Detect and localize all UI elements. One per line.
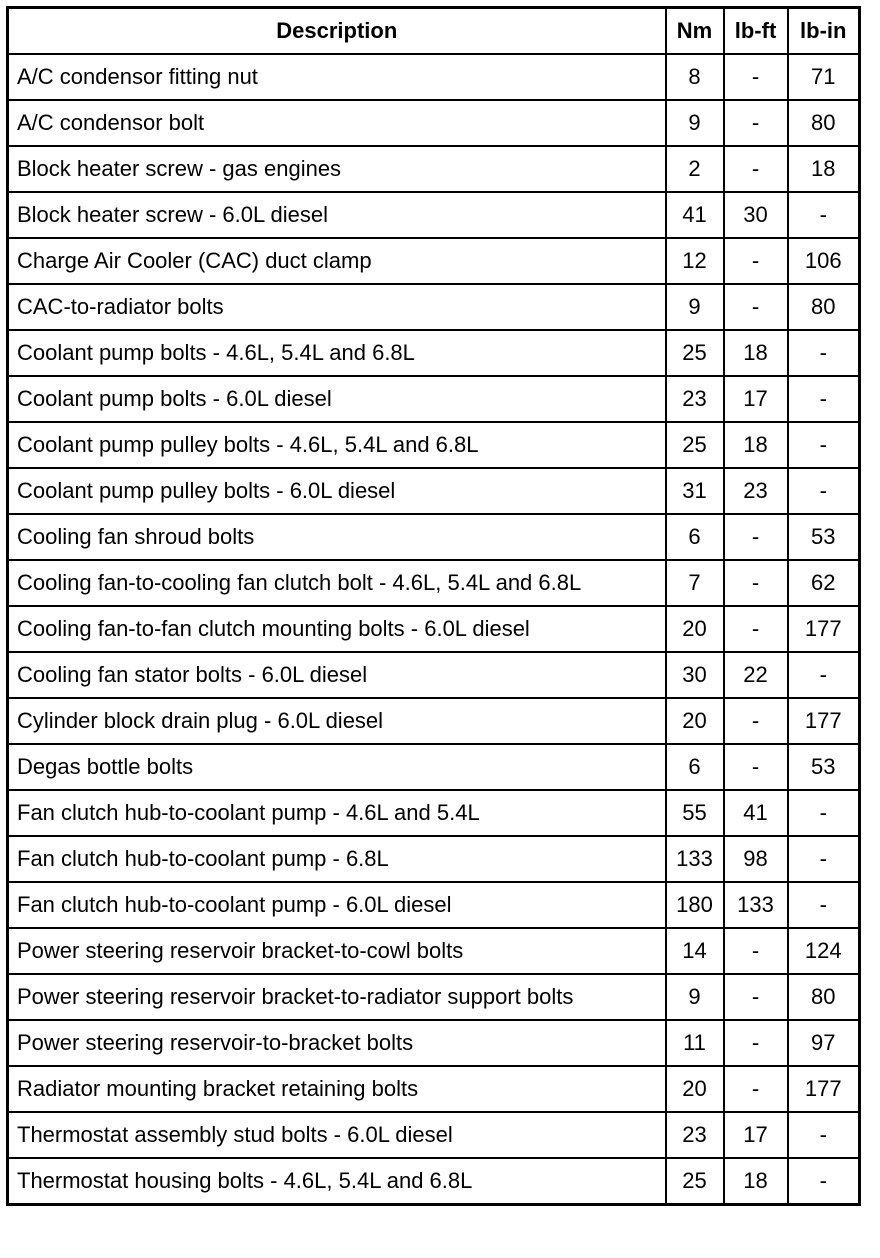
- table-row: [8, 54, 860, 100]
- cell-description: Power steering reservoir bracket-to-radiator support bolts: [8, 974, 666, 1020]
- cell-description: Power steering reservoir bracket-to-cowl bolts: [8, 928, 666, 974]
- column-header-lbin: lb-in: [788, 8, 860, 55]
- cell-lbft: 133: [724, 882, 788, 928]
- cell-lbft: -: [724, 514, 788, 560]
- cell-description: Cooling fan-to-fan clutch mounting bolts - 6.0L diesel: [8, 606, 666, 652]
- cell-lbin: 53: [788, 744, 860, 790]
- cell-description: Fan clutch hub-to-coolant pump - 6.8L: [8, 836, 666, 882]
- column-header-description: Description: [8, 8, 666, 55]
- cell-description: Radiator mounting bracket retaining bolts: [8, 1066, 666, 1112]
- cell-lbft: -: [724, 744, 788, 790]
- cell-lbft: 22: [724, 652, 788, 698]
- cell-lbft: 17: [724, 1112, 788, 1158]
- cell-lbin: 106: [788, 238, 860, 284]
- cell-lbin: 80: [788, 284, 860, 330]
- table-row: [8, 882, 860, 928]
- cell-description: Coolant pump bolts - 4.6L, 5.4L and 6.8L: [8, 330, 666, 376]
- cell-nm: 20: [666, 698, 724, 744]
- cell-description: Cooling fan-to-cooling fan clutch bolt - 4.6L, 5.4L and 6.8L: [8, 560, 666, 606]
- cell-lbft: -: [724, 284, 788, 330]
- cell-lbft: 98: [724, 836, 788, 882]
- table-row: [8, 606, 860, 652]
- cell-lbin: 71: [788, 54, 860, 100]
- cell-description: Fan clutch hub-to-coolant pump - 4.6L and 5.4L: [8, 790, 666, 836]
- cell-nm: 2: [666, 146, 724, 192]
- cell-nm: 25: [666, 1158, 724, 1205]
- table-row: [8, 1112, 860, 1158]
- cell-description: Block heater screw - 6.0L diesel: [8, 192, 666, 238]
- cell-description: Coolant pump pulley bolts - 6.0L diesel: [8, 468, 666, 514]
- cell-nm: 25: [666, 330, 724, 376]
- cell-nm: 9: [666, 974, 724, 1020]
- header-row: [8, 8, 860, 55]
- column-header-lbft: lb-ft: [724, 8, 788, 55]
- table-header: [8, 8, 860, 55]
- cell-lbft: -: [724, 1020, 788, 1066]
- cell-nm: 20: [666, 606, 724, 652]
- cell-description: Coolant pump bolts - 6.0L diesel: [8, 376, 666, 422]
- cell-description: Thermostat assembly stud bolts - 6.0L diesel: [8, 1112, 666, 1158]
- cell-lbft: -: [724, 54, 788, 100]
- torque-spec-table: [6, 6, 861, 1206]
- cell-lbft: 18: [724, 330, 788, 376]
- cell-lbin: 177: [788, 698, 860, 744]
- cell-lbin: -: [788, 1158, 860, 1205]
- cell-lbin: -: [788, 790, 860, 836]
- cell-description: A/C condensor fitting nut: [8, 54, 666, 100]
- cell-lbin: -: [788, 652, 860, 698]
- table-row: [8, 238, 860, 284]
- cell-nm: 55: [666, 790, 724, 836]
- table-row: [8, 468, 860, 514]
- cell-lbft: -: [724, 146, 788, 192]
- table-row: [8, 974, 860, 1020]
- cell-nm: 6: [666, 744, 724, 790]
- table-row: [8, 652, 860, 698]
- cell-nm: 7: [666, 560, 724, 606]
- column-header-nm: Nm: [666, 8, 724, 55]
- cell-nm: 23: [666, 376, 724, 422]
- cell-lbft: -: [724, 1066, 788, 1112]
- cell-lbin: 62: [788, 560, 860, 606]
- cell-nm: 41: [666, 192, 724, 238]
- table-row: [8, 330, 860, 376]
- table-row: [8, 928, 860, 974]
- cell-nm: 25: [666, 422, 724, 468]
- table-row: [8, 146, 860, 192]
- cell-lbft: -: [724, 606, 788, 652]
- cell-description: Thermostat housing bolts - 4.6L, 5.4L and 6.8L: [8, 1158, 666, 1205]
- cell-description: Power steering reservoir-to-bracket bolts: [8, 1020, 666, 1066]
- cell-lbft: 17: [724, 376, 788, 422]
- table-row: [8, 422, 860, 468]
- cell-lbin: 18: [788, 146, 860, 192]
- cell-description: Coolant pump pulley bolts - 4.6L, 5.4L and 6.8L: [8, 422, 666, 468]
- table-row: [8, 560, 860, 606]
- cell-lbft: -: [724, 100, 788, 146]
- cell-lbin: -: [788, 882, 860, 928]
- cell-lbft: 30: [724, 192, 788, 238]
- table-row: [8, 284, 860, 330]
- cell-lbin: -: [788, 422, 860, 468]
- cell-lbin: 53: [788, 514, 860, 560]
- cell-nm: 11: [666, 1020, 724, 1066]
- cell-lbft: 23: [724, 468, 788, 514]
- cell-lbin: -: [788, 468, 860, 514]
- table-row: [8, 100, 860, 146]
- table-row: [8, 698, 860, 744]
- cell-lbft: -: [724, 238, 788, 284]
- table-row: [8, 1158, 860, 1205]
- cell-description: Cooling fan stator bolts - 6.0L diesel: [8, 652, 666, 698]
- cell-description: A/C condensor bolt: [8, 100, 666, 146]
- cell-lbin: -: [788, 330, 860, 376]
- cell-nm: 31: [666, 468, 724, 514]
- cell-lbft: -: [724, 974, 788, 1020]
- cell-description: Cooling fan shroud bolts: [8, 514, 666, 560]
- table-row: [8, 744, 860, 790]
- table-body: [8, 54, 860, 1205]
- cell-lbft: 18: [724, 422, 788, 468]
- cell-lbin: 80: [788, 100, 860, 146]
- cell-description: Fan clutch hub-to-coolant pump - 6.0L diesel: [8, 882, 666, 928]
- cell-lbin: 124: [788, 928, 860, 974]
- cell-lbft: -: [724, 560, 788, 606]
- cell-lbft: -: [724, 928, 788, 974]
- cell-lbin: -: [788, 1112, 860, 1158]
- table-row: [8, 514, 860, 560]
- cell-lbin: -: [788, 192, 860, 238]
- cell-lbin: -: [788, 836, 860, 882]
- cell-lbin: 177: [788, 606, 860, 652]
- table-row: [8, 376, 860, 422]
- cell-description: CAC-to-radiator bolts: [8, 284, 666, 330]
- cell-nm: 12: [666, 238, 724, 284]
- cell-nm: 9: [666, 100, 724, 146]
- cell-nm: 9: [666, 284, 724, 330]
- cell-lbft: 18: [724, 1158, 788, 1205]
- cell-nm: 23: [666, 1112, 724, 1158]
- cell-nm: 133: [666, 836, 724, 882]
- cell-nm: 20: [666, 1066, 724, 1112]
- table-row: [8, 1020, 860, 1066]
- cell-description: Degas bottle bolts: [8, 744, 666, 790]
- cell-nm: 8: [666, 54, 724, 100]
- cell-lbin: -: [788, 376, 860, 422]
- cell-nm: 6: [666, 514, 724, 560]
- cell-nm: 30: [666, 652, 724, 698]
- cell-lbft: 41: [724, 790, 788, 836]
- table-row: [8, 192, 860, 238]
- cell-lbft: -: [724, 698, 788, 744]
- table-row: [8, 790, 860, 836]
- cell-lbin: 97: [788, 1020, 860, 1066]
- cell-nm: 180: [666, 882, 724, 928]
- table-row: [8, 836, 860, 882]
- cell-description: Cylinder block drain plug - 6.0L diesel: [8, 698, 666, 744]
- table-row: [8, 1066, 860, 1112]
- cell-nm: 14: [666, 928, 724, 974]
- cell-description: Charge Air Cooler (CAC) duct clamp: [8, 238, 666, 284]
- cell-description: Block heater screw - gas engines: [8, 146, 666, 192]
- cell-lbin: 80: [788, 974, 860, 1020]
- cell-lbin: 177: [788, 1066, 860, 1112]
